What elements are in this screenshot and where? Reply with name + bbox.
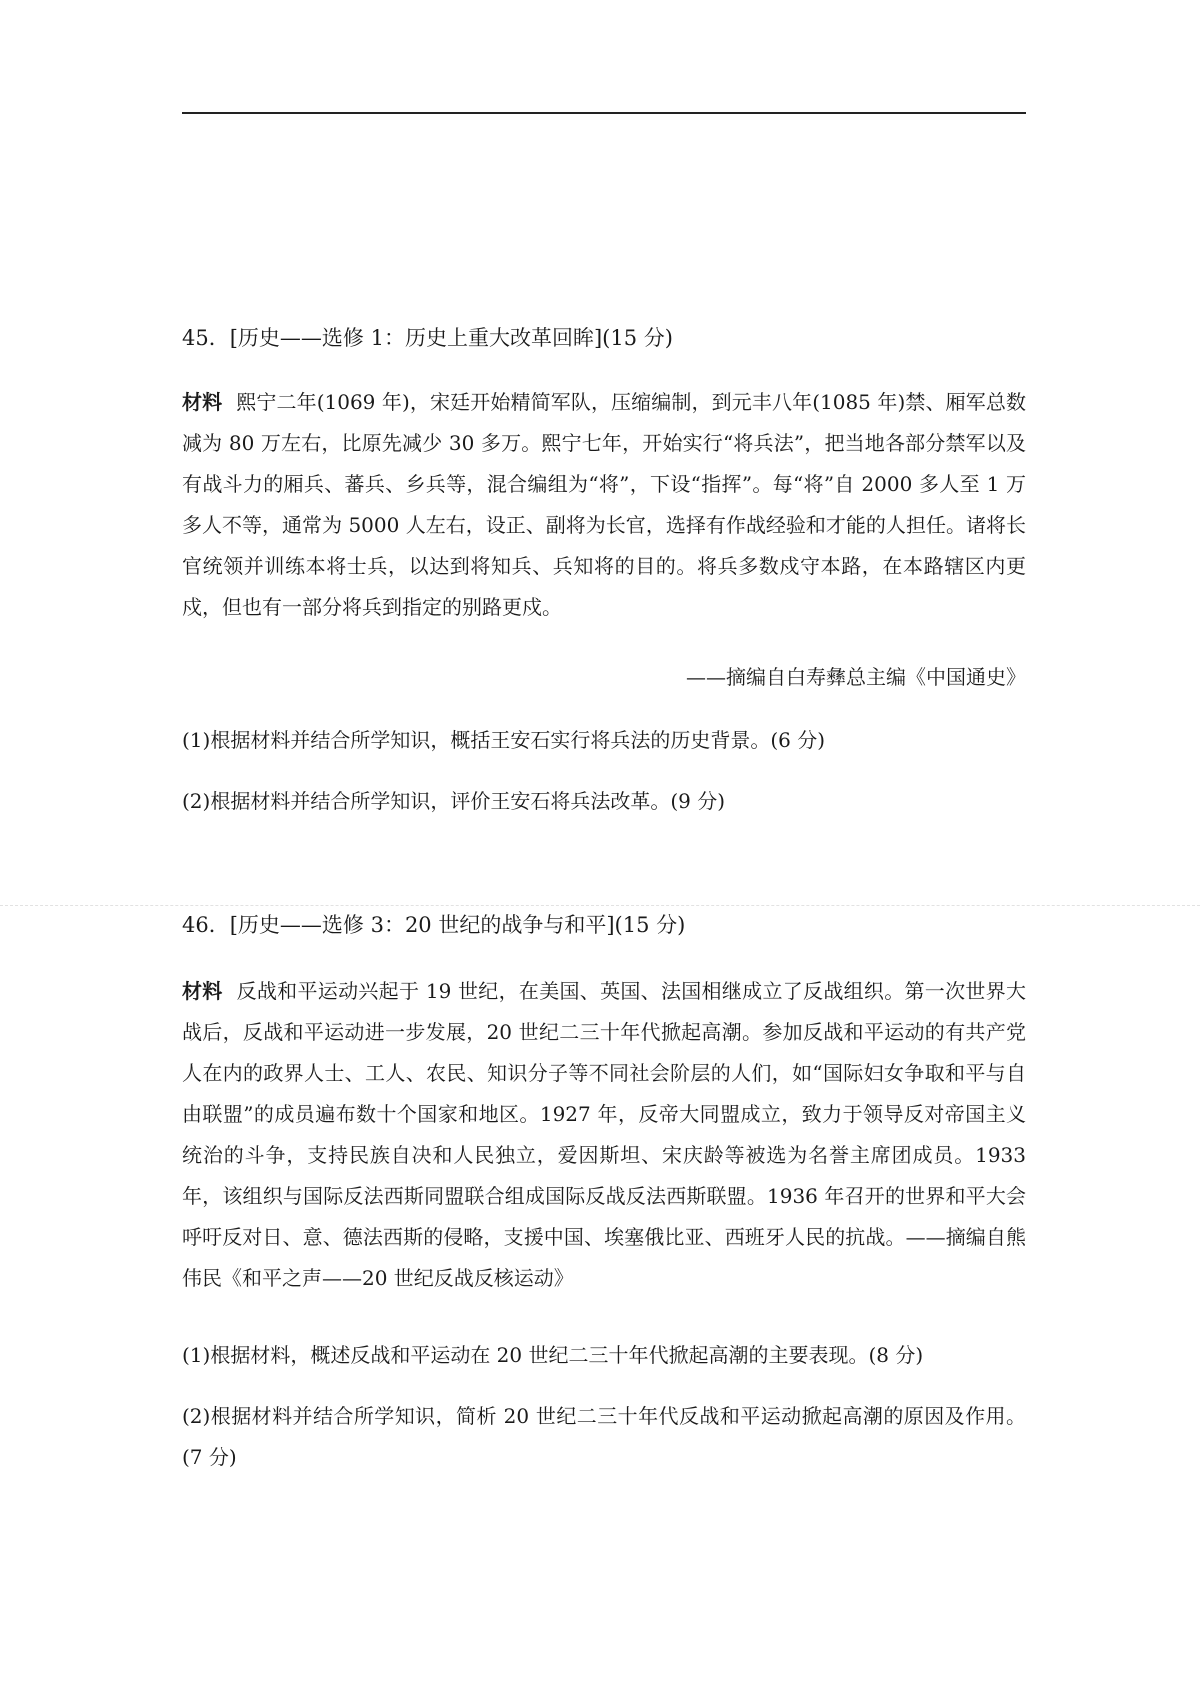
q45-heading: 45．[历史——选修 1：历史上重大改革回眸](15 分) (182, 326, 673, 350)
q46-subquestion-2: (2)根据材料并结合所学知识，简析 20 世纪二三十年代反战和平运动掀起高潮的原因及作用。(7 分) (182, 1404, 1026, 1469)
top-horizontal-rule (182, 112, 1026, 114)
q46-source: ——摘编自熊伟民《和平之声——20 世纪反战反核运动》 (182, 1225, 1027, 1290)
q46-heading: 46．[历史——选修 3：20 世纪的战争与和平](15 分) (182, 913, 686, 937)
q45-subquestion-2: (2)根据材料并结合所学知识，评价王安石将兵法改革。(9 分) (182, 789, 726, 813)
q45-source: ——摘编自白寿彝总主编《中国通史》 (686, 665, 1026, 689)
q45-material-text: 熙宁二年(1069 年)，宋廷开始精简军队，压缩编制，到元丰八年(1085 年)禁、厢军总数减为 80 万左右，比原先减少 30 多万。熙宁七年，开始实行“将兵法”，把当地各部分禁军以及有战斗力的厢兵、蕃兵、乡兵等，混合编组为“将”，下设“指挥”。每“将”自 2000 多人至 1 万多人不等，通常为 5000 人左右，设正、副将为长官，选择有作战经验和才能的人担任。诸将长官统领并训练本将士兵，以达到将知兵、兵知将的目的。将兵多数戍守本路，在本路辖区内更戍，但也有一部分将兵到指定的别路更戍。 (182, 390, 1026, 619)
q46-subquestion-1: (1)根据材料，概述反战和平运动在 20 世纪二三十年代掀起高潮的主要表现。(8 分) (182, 1343, 924, 1367)
q46-material (182, 971, 1026, 1299)
q45-subquestion-1: (1)根据材料并结合所学知识，概括王安石实行将兵法的历史背景。(6 分) (182, 728, 826, 752)
q45-material-label: 材料 (182, 390, 223, 414)
q45-material (182, 382, 1026, 628)
q46-material-label: 材料 (182, 979, 223, 1003)
page-divider (0, 905, 1200, 906)
q46-material-text: 反战和平运动兴起于 19 世纪，在美国、英国、法国相继成立了反战组织。第一次世界大战后，反战和平运动进一步发展，20 世纪二三十年代掀起高潮。参加反战和平运动的有共产党人在内的政界人士、工人、农民、知识分子等不同社会阶层的人们，如“国际妇女争取和平与自由联盟”的成员遍布数十个国家和地区。1927 年，反帝大同盟成立，致力于领导反对帝国主义统治的斗争，支持民族自决和人民独立，爱因斯坦、宋庆龄等被选为名誉主席团成员。1933 年，该组织与国际反法西斯同盟联合组成国际反战反法西斯联盟。1936 年召开的世界和平大会呼吁反对日、意、德法西斯的侵略，支援中国、埃塞俄比亚、西班牙人民的抗战。 (182, 979, 1026, 1249)
